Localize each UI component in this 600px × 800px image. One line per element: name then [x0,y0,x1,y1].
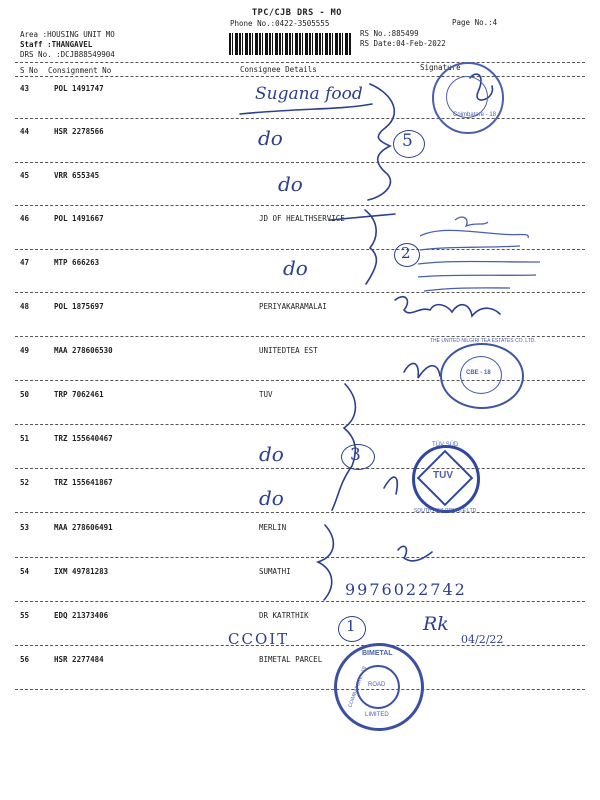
row-consignment: TRP 7062461 [54,390,104,399]
page-number: Page No.:4 [452,18,498,27]
row-sno: 44 [20,127,30,136]
count-number: 1 [346,617,356,635]
row-consignment: MAA 278606491 [54,523,113,532]
phone-number: Phone No.:0422-3505555 [230,19,330,28]
row-consignment: HSR 2277484 [54,655,104,664]
handwritten-ditto: do [258,126,283,150]
row-consignment: VRR 655345 [54,171,100,180]
handwritten-code: CCOIT [228,630,290,648]
row-sno: 51 [20,434,30,443]
count-number: 5 [402,131,413,151]
row-sno: 53 [20,523,30,532]
rs-date: RS Date:04-Feb-2022 [360,39,446,48]
row-sno: 50 [20,390,30,399]
stamp-top-text: TÜV SÜD [432,442,459,448]
row-consignment: POL 1491747 [54,84,104,93]
stamp-line [418,262,540,265]
row-consignee: MERLIN [259,523,287,532]
col-consignee: Consignee Details [240,65,317,74]
row-consignee: DR KATRTHIK [259,611,309,620]
rs-number: RS No.:885499 [360,29,419,38]
stamp-ring-text: THE UNITED NILGIRI TEA ESTATES CO. LTD. [430,338,536,344]
doc-title: TPC/CJB DRS - MO [252,8,342,18]
row-consignment: TRZ 155640467 [54,434,113,443]
stamp-line [420,230,528,238]
stamp-city: CBE - 18 [466,370,491,376]
row-sno: 45 [20,171,30,180]
handwritten-ditto: do [259,442,284,466]
row-sno: 55 [20,611,30,620]
handwritten-consignee: Sugana food [255,84,363,104]
handwritten-ditto: do [259,486,284,510]
col-sno: S No [20,66,39,75]
stamp-center-text: ROAD [368,682,386,688]
staff-field: Staff :THANGAVEL [20,40,93,49]
row-consignee: TUV [259,390,273,399]
row-consignment: POL 1875697 [54,302,104,311]
drs-number: DRS No. :DCJB88549904 [20,50,115,59]
row-consignee: JD OF HEALTHSERVICE [259,214,345,223]
stamp-line [420,246,520,250]
row-sno: 52 [20,478,30,487]
stamp-center-text: TUV [433,470,453,481]
handwritten-ditto: do [278,172,303,196]
row-sno: 47 [20,258,30,267]
row-consignment: TRZ 155641867 [54,478,113,487]
stamp-line [424,288,510,291]
stamp-ring-text: COIMBATORE - 18 [347,665,368,709]
area-field: Area :HOUSING UNIT MO [20,30,115,39]
stamp-line [418,275,536,277]
col-signature: Signature [420,63,461,72]
row-sno: 43 [20,84,30,93]
handwritten-date: 04/2/22 [461,633,504,646]
row-consignment: HSR 2278566 [54,127,104,136]
count-number: 3 [350,445,361,465]
row-consignee: SUMATHI [259,567,291,576]
handwritten-ditto: do [283,256,308,280]
handwritten-phone: 9976022742 [345,580,467,599]
stamp-line [455,217,488,226]
stamp-ring-text: Coimbatore - 18 [453,112,497,118]
stamp-top-text: BIMETAL [362,650,393,657]
stamp-ring-text: SOUTH ASIA PRIVATE LTD [414,508,477,514]
row-consignment: MTP 666263 [54,258,100,267]
row-consignee: BIMETAL PARCEL [259,655,323,664]
row-sno: 48 [20,302,30,311]
row-sno: 49 [20,346,30,355]
row-consignee: PERIYAKARAMALAI [259,302,327,311]
row-sno: 46 [20,214,30,223]
count-number: 2 [401,244,411,262]
row-consignment: EDQ 21373406 [54,611,109,620]
row-sno: 54 [20,567,30,576]
col-consignment: Consignment No [48,66,112,75]
row-consignee: UNITEDTEA EST [259,346,318,355]
handwritten-initials: Rk [423,613,449,635]
stamp-bottom-text: LIMITED [365,712,389,718]
row-sno: 56 [20,655,30,664]
row-consignment: IXM 49781283 [54,567,109,576]
row-consignment: POL 1491667 [54,214,104,223]
row-consignment: MAA 278606530 [54,346,113,355]
